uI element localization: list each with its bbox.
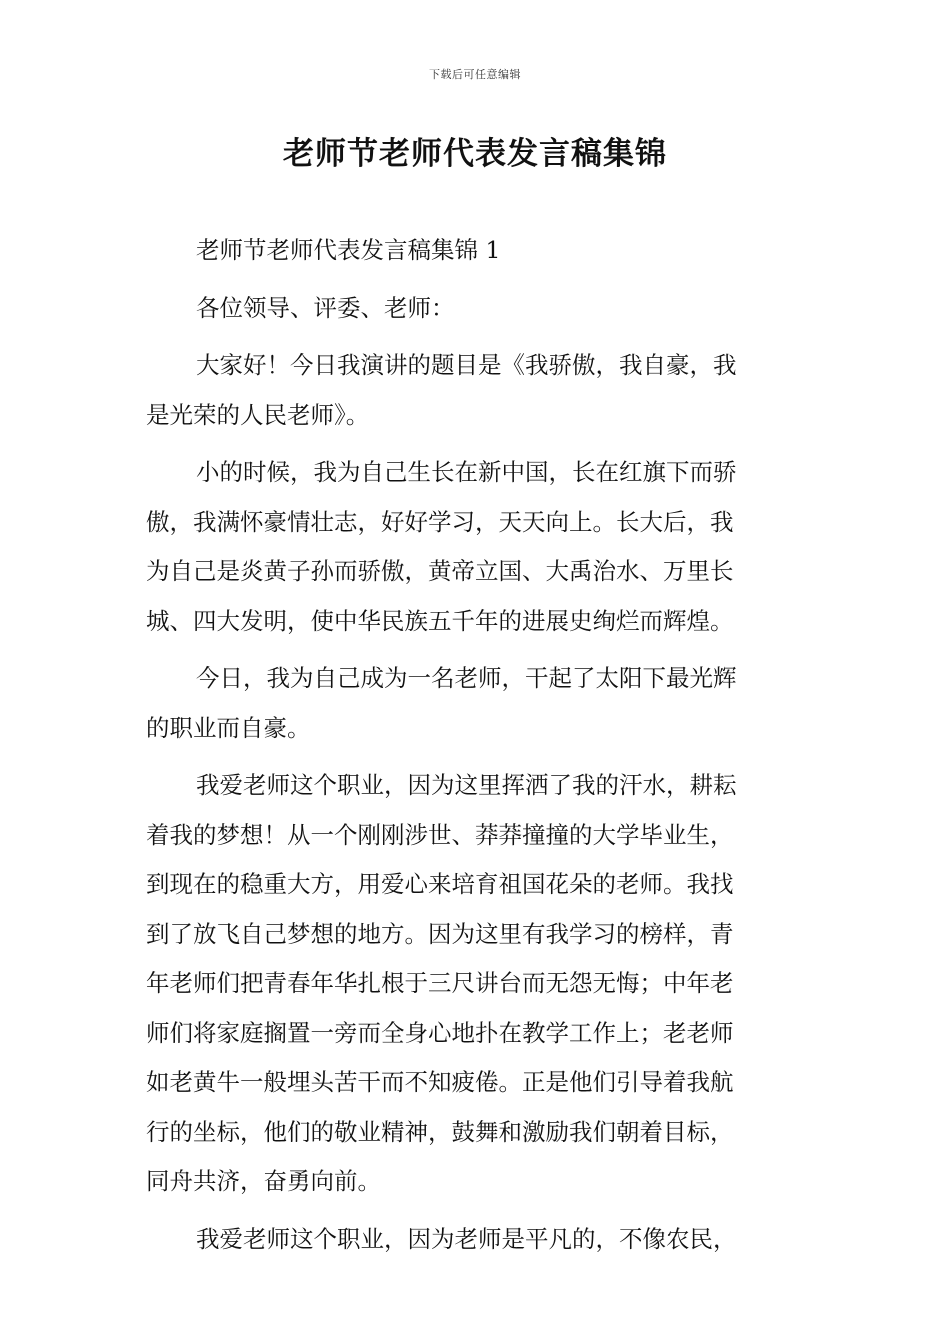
text-line: 各位领导、评委、老师： <box>196 293 455 322</box>
paragraph-gap <box>146 333 808 341</box>
header-note: 下载后可任意编辑 <box>429 68 521 81</box>
text-line: 着我的梦想！从一个刚刚涉世、莽莽撞撞的大学毕业生， <box>146 820 734 849</box>
text-line: 我爱老师这个职业，因为老师是平凡的，不像农民， <box>196 1224 737 1253</box>
paragraph-gap <box>146 753 808 761</box>
paragraph-gap <box>146 646 808 654</box>
text-line: 为自己是炎黄子孙而骄傲，黄帝立国、大禹治水、万里长 <box>146 557 734 585</box>
paragraph-gap <box>146 440 808 448</box>
text-line: 到现在的稳重大方，用爱心来培育祖国花朵的老师。我找 <box>146 870 734 898</box>
text-line: 大家好！今日我演讲的题目是《我骄傲，我自豪，我 <box>196 351 737 379</box>
text-line: 傲，我满怀豪情壮志，好好学习，天天向上。长大后，我 <box>146 507 734 536</box>
document-title: 老师节老师代表发言稿集锦 <box>283 136 667 172</box>
text-line: 到了放飞自己梦想的地方。因为这里有我学习的榜样，青 <box>146 919 734 948</box>
text-line: 年老师们把青春年华扎根于三尺讲台而无怨无悔；中年老 <box>146 969 734 997</box>
text-line: 小的时候，我为自己生长在新中国，长在红旗下而骄 <box>196 458 737 486</box>
text-line: 老师节老师代表发言稿集锦 1 <box>196 236 501 264</box>
text-line: 今日，我为自己成为一名老师，干起了太阳下最光辉 <box>196 664 737 692</box>
text-line: 我爱老师这个职业，因为这里挥洒了我的汗水，耕耘 <box>196 771 737 799</box>
text-line: 是光荣的人民老师》。 <box>146 400 370 429</box>
text-line: 的职业而自豪。 <box>146 713 311 742</box>
text-line: 同舟共济，奋勇向前。 <box>146 1167 381 1195</box>
text-line: 城、四大发明，使中华民族五千年的进展史绚烂而辉煌。 <box>146 606 734 635</box>
text-line: 师们将家庭搁置一旁而全身心地扑在教学工作上；老老师 <box>146 1018 734 1047</box>
paragraph-gap <box>146 276 808 284</box>
text-line: 如老黄牛一般埋头苦干而不知疲倦。正是他们引导着我航 <box>146 1068 734 1096</box>
document-body <box>146 226 808 1264</box>
text-line: 行的坐标，他们的敬业精神，鼓舞和激励我们朝着目标， <box>146 1117 734 1146</box>
paragraph-gap <box>146 1207 808 1215</box>
